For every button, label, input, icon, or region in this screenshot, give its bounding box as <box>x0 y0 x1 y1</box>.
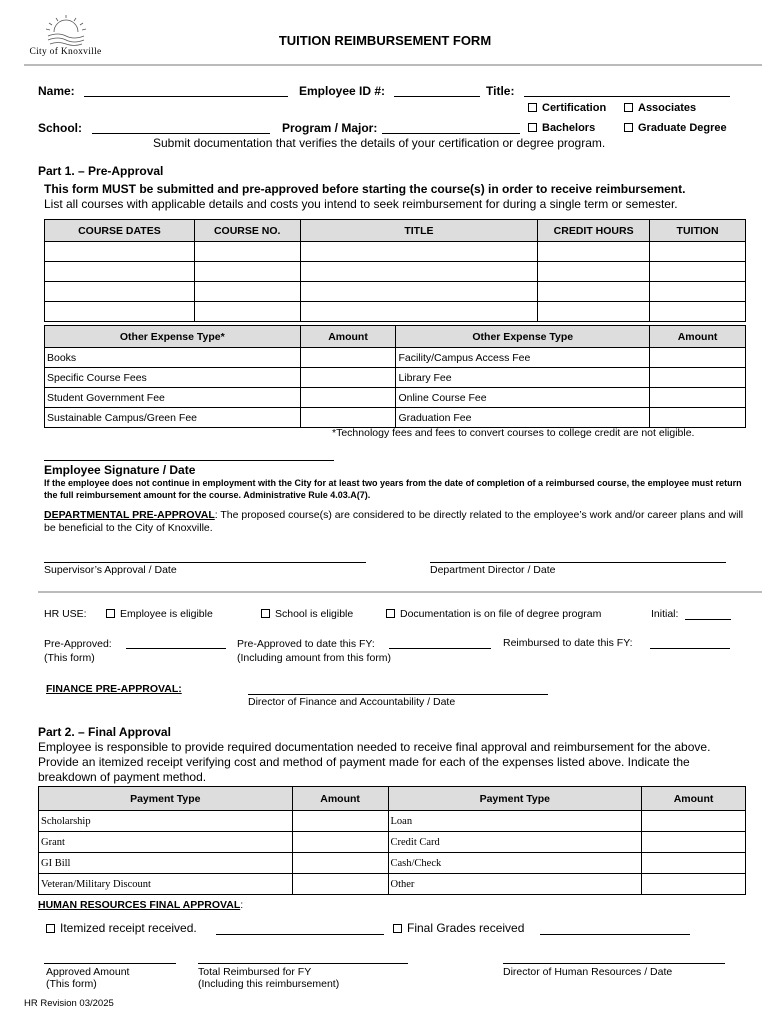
name-field[interactable] <box>84 96 288 97</box>
expense-type-header: Other Expense Type* <box>45 326 301 348</box>
program-label: Program / Major: <box>282 121 378 135</box>
hr-director-field[interactable] <box>503 963 725 964</box>
submit-note: Submit documentation that verifies the details of your certification or degree program. <box>153 136 606 150</box>
table-row[interactable] <box>45 242 746 262</box>
checkbox-icon[interactable] <box>261 609 270 618</box>
preapproved-fy-label: Pre-Approved to date this FY: (Including amount from this form) <box>237 638 392 664</box>
initial-label: Initial: <box>651 608 679 620</box>
checkbox-icon[interactable] <box>386 609 395 618</box>
employment-note: If the employee does not continue in employment with the City for at least two years from the date of completion of a reimbursed course, the employee must return the full reimbursement amount for the course. Administrative Rule 4.03.A(7). <box>44 478 742 500</box>
table-row[interactable] <box>45 282 746 302</box>
form-title: TUITION REIMBURSEMENT FORM <box>278 33 492 48</box>
checkbox-icon[interactable] <box>624 123 633 132</box>
part1-note: List all courses with applicable details and costs you intend to seek reimbursement for during a single term or semester. <box>44 197 678 211</box>
supervisor-label: Supervisor’s Approval / Date <box>44 564 177 576</box>
expense-type-header-2: Other Expense Type <box>396 326 650 348</box>
checkbox-icon[interactable] <box>624 103 633 112</box>
initial-field[interactable] <box>685 619 731 620</box>
checkbox-icon[interactable] <box>528 103 537 112</box>
expense-footnote: *Technology fees and fees to convert courses to college credit are not eligible. <box>332 427 695 439</box>
table-row[interactable]: Specific Course Fees Library Fee <box>45 368 746 388</box>
degree-bachelors[interactable]: Bachelors <box>528 122 595 134</box>
course-no-header: COURSE NO. <box>194 220 300 242</box>
receipt-field[interactable] <box>216 934 384 935</box>
header-divider <box>24 64 762 66</box>
table-row[interactable]: Books Facility/Campus Access Fee <box>45 348 746 368</box>
payment-type-header-2: Payment Type <box>388 787 642 811</box>
degree-graduate[interactable]: Graduate Degree <box>624 122 727 134</box>
checkbox-icon[interactable] <box>393 924 402 933</box>
school-label: School: <box>38 121 82 135</box>
grades-check[interactable]: Final Grades received <box>393 921 524 935</box>
approved-amount-label: Approved Amount (This form) <box>46 966 130 990</box>
table-row[interactable]: Veteran/Military Discount Other <box>39 874 746 895</box>
hr-director-label: Director of Human Resources / Date <box>503 966 673 978</box>
course-dates-header: COURSE DATES <box>45 220 195 242</box>
title-header: TITLE <box>300 220 538 242</box>
employee-signature-label: Employee Signature / Date <box>44 463 196 477</box>
degree-associates[interactable]: Associates <box>624 102 696 114</box>
hr-check-documentation[interactable]: Documentation is on file of degree program <box>386 608 601 620</box>
hr-use-label: HR USE: <box>44 608 87 620</box>
table-row[interactable]: GI Bill Cash/Check <box>39 853 746 874</box>
finance-signature-field[interactable] <box>248 694 548 695</box>
title-field[interactable] <box>524 96 730 97</box>
reimbursed-fy-field[interactable] <box>650 648 730 649</box>
dept-preapproval: DEPARTMENTAL PRE-APPROVAL: The proposed course(s) are considered to be directly related to the employee’s work and/or career plans and will be beneficial to the City of Knoxville. <box>44 509 744 534</box>
course-table <box>44 219 746 322</box>
tuition-header: TUITION <box>650 220 746 242</box>
checkbox-icon[interactable] <box>528 123 537 132</box>
payment-amount-header-2: Amount <box>642 787 746 811</box>
director-label: Department Director / Date <box>430 564 556 576</box>
part2-heading: Part 2. – Final Approval <box>38 725 171 739</box>
finance-preapproval-label: FINANCE PRE-APPROVAL: <box>46 683 182 695</box>
table-row[interactable]: Grant Credit Card <box>39 832 746 853</box>
director-signature-field[interactable] <box>430 562 726 563</box>
table-row[interactable]: Scholarship Loan <box>39 811 746 832</box>
table-row[interactable] <box>45 302 746 322</box>
payment-table <box>38 786 746 895</box>
preapproved-fy-field[interactable] <box>389 648 491 649</box>
revision-label: HR Revision 03/2025 <box>24 998 114 1009</box>
table-row[interactable]: Student Government Fee Online Course Fee <box>45 388 746 408</box>
title-label: Title: <box>486 84 515 98</box>
finance-signer: Director of Finance and Accountability / Date <box>248 696 456 708</box>
hr-final-label: HUMAN RESOURCES FINAL APPROVAL: <box>38 899 244 911</box>
hr-check-school[interactable]: School is eligible <box>261 608 353 620</box>
supervisor-signature-field[interactable] <box>44 562 366 563</box>
part1-bold-note: This form MUST be submitted and pre-approved before starting the course(s) in order to receive reimbursement. <box>44 182 686 196</box>
payment-amount-header: Amount <box>292 787 388 811</box>
employee-id-label: Employee ID #: <box>299 84 386 98</box>
expense-table <box>44 325 746 428</box>
employee-signature-field[interactable] <box>44 460 334 461</box>
employee-id-field[interactable] <box>394 96 480 97</box>
total-reimbursed-label: Total Reimbursed for FY (Including this reimbursement) <box>198 966 340 990</box>
credit-hours-header: CREDIT HOURS <box>538 220 650 242</box>
reimbursed-fy-label: Reimbursed to date this FY: <box>503 637 633 649</box>
part1-heading: Part 1. – Pre-Approval <box>38 164 164 178</box>
table-row[interactable] <box>45 262 746 282</box>
program-field[interactable] <box>382 133 520 134</box>
logo-text: City of Knoxville <box>29 47 102 57</box>
table-row[interactable]: Sustainable Campus/Green Fee Graduation Fee <box>45 408 746 428</box>
school-field[interactable] <box>92 133 270 134</box>
preapproved-field[interactable] <box>126 648 226 649</box>
checkbox-icon[interactable] <box>46 924 55 933</box>
grades-field[interactable] <box>540 934 690 935</box>
degree-certification[interactable]: Certification <box>528 102 606 114</box>
receipt-check[interactable]: Itemized receipt received. <box>46 921 197 935</box>
payment-type-header: Payment Type <box>39 787 293 811</box>
hr-check-employee[interactable]: Employee is eligible <box>106 608 213 620</box>
expense-amount-header-2: Amount <box>650 326 746 348</box>
checkbox-icon[interactable] <box>106 609 115 618</box>
approved-amount-field[interactable] <box>44 963 176 964</box>
expense-amount-header: Amount <box>300 326 396 348</box>
total-reimbursed-field[interactable] <box>198 963 408 964</box>
part2-text: Employee is responsible to provide required documentation needed to receive final approval and reimbursement for the above. Provide an itemized receipt verifying cost and method of payment made for each of the expenses listed above. Indicate the breakdown of payment method. <box>38 740 711 784</box>
name-label: Name: <box>38 84 75 98</box>
section-divider <box>38 591 762 593</box>
preapproved-label: Pre-Approved: (This form) <box>44 638 112 664</box>
